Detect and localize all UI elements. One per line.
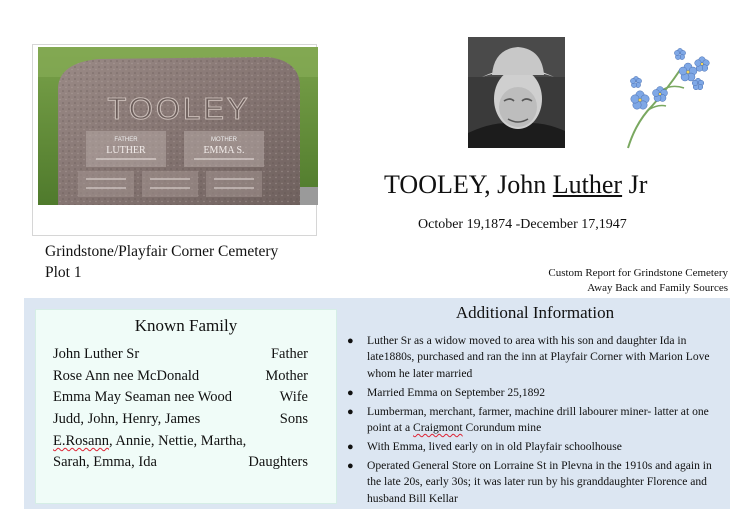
person-dates: October 19,1874 -December 17,1947 <box>418 217 627 232</box>
person-name-underlined: Luther <box>552 170 623 199</box>
additional-info-list <box>344 333 724 510</box>
report-note: Custom Report for Grindstone Cemetery Away Back and Family Sources <box>548 267 728 294</box>
svg-text:LUTHER: LUTHER <box>106 145 146 156</box>
family-row: Emma May Seaman nee Wood Wife <box>53 389 308 406</box>
cemetery-name: Grindstone/Playfair Corner Cemetery <box>45 243 279 260</box>
portrait-photo <box>468 37 565 148</box>
spellcheck-marked-word: Craigmont <box>413 421 463 435</box>
spellcheck-marked-word: E.Rosann <box>53 432 109 449</box>
family-row: Sarah, Emma, Ida Daughters <box>53 454 308 471</box>
headstone-photo <box>38 47 318 205</box>
headstone-surname: TOOLEY <box>107 91 251 126</box>
bullet-icon: ● <box>347 405 354 418</box>
list-item: ● With Emma, lived early on in old Playfair schoolhouse <box>344 439 724 455</box>
bullet-icon: ● <box>347 335 354 347</box>
family-row: John Luther Sr Father <box>53 346 308 362</box>
cemetery-plot: Plot 1 <box>45 264 82 281</box>
bullet-icon: ● <box>347 386 354 399</box>
family-row: Rose Ann nee McDonald Mother <box>53 367 308 384</box>
list-item: ● Luther Sr as a widow moved to area with his son and daughter Ida in late1880s, purchased and ran the inn at Playfair Corner with Marion Love whom he later married <box>347 334 710 380</box>
person-name: TOOLEY, John Luther Jr <box>384 170 648 199</box>
list-item: ● Lumberman, merchant, farmer, machine drill labourer miner- latter at one point at a Craigmont Corundum mine <box>347 404 709 435</box>
svg-text:EMMA S.: EMMA S. <box>203 145 245 156</box>
bullet-icon: ● <box>347 459 354 472</box>
headstone-photo-frame <box>32 44 317 236</box>
portrait-image <box>468 37 565 148</box>
headstone-image <box>38 47 318 205</box>
known-family-box <box>35 309 337 504</box>
family-row: E.Rosann, Annie, Nettie, Martha, <box>53 432 247 449</box>
svg-text:MOTHER: MOTHER <box>211 137 237 143</box>
forget-me-not-flower-icon <box>618 44 714 152</box>
svg-text:FATHER: FATHER <box>114 137 138 143</box>
list-item: ● Operated General Store on Lorraine St in Plevna in the 1910s and again in the late 20s, early 30s; it was later run by his granddaughter Florence and husband Bill Kellar <box>347 458 712 505</box>
list-item: ● Married Emma on September 25,1892 <box>344 385 724 401</box>
additional-info-title: Additional Information <box>455 303 615 322</box>
known-family-title: Known Family <box>134 316 238 335</box>
family-list <box>53 346 308 476</box>
bullet-icon: ● <box>347 440 354 453</box>
family-row: Judd, John, Henry, James Sons <box>53 411 308 428</box>
cemetery-caption <box>45 241 278 283</box>
